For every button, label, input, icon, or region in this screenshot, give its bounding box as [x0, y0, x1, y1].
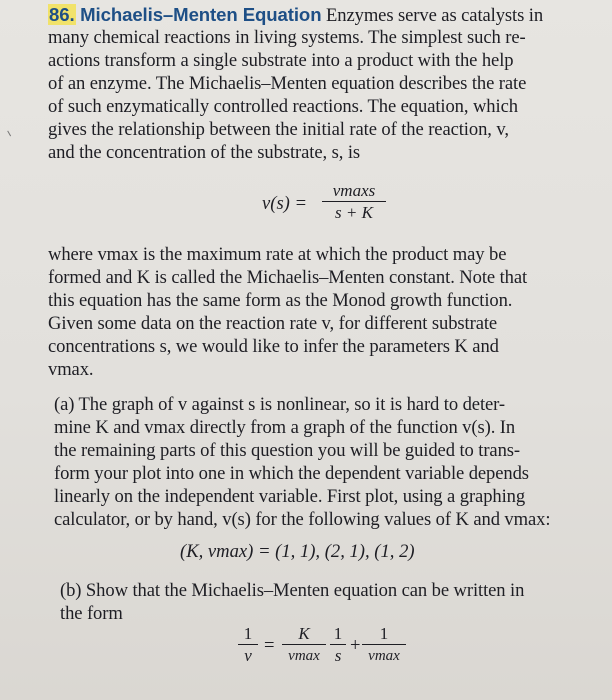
lhs-denominator: v: [244, 646, 252, 666]
after-line-2: this equation has the same form as the Monod growth function.: [48, 290, 513, 311]
after-line-1: formed and K is called the Michaelis–Menten constant. Note that: [48, 267, 528, 288]
equation1-lhs: v(s) =: [262, 193, 308, 214]
intro-line-0: Enzymes serve as catalysts in: [326, 5, 544, 26]
term2-fraction: [330, 623, 346, 667]
term1-denominator: vmax: [288, 648, 320, 665]
term3-denominator: vmax: [368, 648, 400, 665]
intro-line-3: of an enzyme. The Michaelis–Menten equation describes the rate: [48, 73, 527, 94]
lhs-numerator: 1: [243, 624, 253, 643]
equals-sign: =: [264, 635, 275, 656]
part-a-line-1: mine K and vmax directly from a graph of the function v(s). In: [54, 417, 516, 438]
part-b-line-1: the form: [60, 603, 123, 624]
term3-fraction: [362, 623, 406, 667]
part-a-line-5: calculator, or by hand, v(s) for the following values of K and vmax:: [54, 509, 551, 530]
equation1-numerator: vmaxs: [332, 181, 376, 200]
equation1-fraction: [322, 181, 386, 224]
term1-fraction: [282, 623, 326, 667]
equation1-denominator: s + K: [335, 203, 373, 223]
plus-sign: +: [350, 635, 361, 656]
intro-line-4: of such enzymatically controlled reactions. The equation, which: [48, 96, 518, 117]
after-line-0: where vmax is the maximum rate at which the product may be: [48, 244, 507, 265]
problem-number: 86.: [49, 4, 75, 25]
after-line-3: Given some data on the reaction rate v, for different substrate: [48, 313, 498, 334]
lhs-fraction: [238, 623, 258, 667]
part-b-line-0: (b) Show that the Michaelis–Menten equation can be written in: [60, 580, 525, 601]
parameter-values: (K, vmax) = (1, 1), (2, 1), (1, 2): [180, 541, 415, 562]
after-line-4: concentrations s, we would like to infer the parameters K and: [48, 336, 499, 357]
part-a-line-3: form your plot into one in which the dependent variable depends: [54, 463, 529, 484]
term1-numerator: K: [298, 624, 310, 643]
part-a-line-0: (a) The graph of v against s is nonlinear, so it is hard to deter-: [54, 394, 505, 415]
problem-heading-line: [48, 4, 543, 27]
intro-line-6: and the concentration of the substrate, s, is: [48, 142, 361, 163]
after-line-5: vmax.: [48, 359, 94, 380]
part-a-line-2: the remaining parts of this question you will be guided to trans-: [54, 440, 521, 461]
intro-line-5: gives the relationship between the initial rate of the reaction, v,: [48, 119, 509, 140]
intro-line-2: actions transform a single substrate into a product with the help: [48, 50, 514, 71]
intro-line-1: many chemical reactions in living systems. The simplest such re-: [48, 27, 526, 48]
term2-denominator: s: [334, 646, 342, 666]
problem-title: Michaelis–Menten Equation: [80, 4, 322, 25]
part-a-line-4: linearly on the independent variable. First plot, using a graphing: [54, 486, 526, 507]
term3-numerator: 1: [379, 624, 389, 643]
pen-mark: [7, 126, 20, 137]
term2-numerator: 1: [333, 624, 343, 643]
